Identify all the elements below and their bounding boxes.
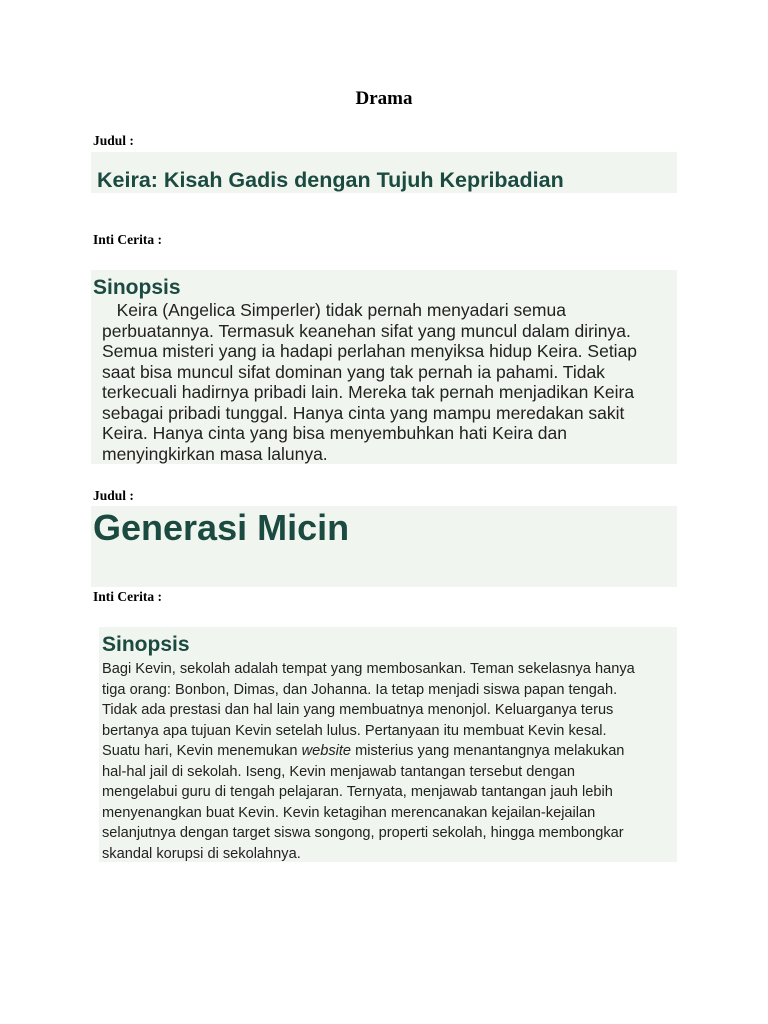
synopsis-2-line-4: bertanya apa tujuan Kevin setelah lulus. Pertanyaan itu membuat Kevin kesal. xyxy=(102,722,607,739)
synopsis-2-line-6: hal-hal jail di sekolah. Iseng, Kevin menjawab tantangan tersebut dengan xyxy=(102,763,575,780)
synopsis-1-line-5: terkecuali hadirnya pribadi lain. Mereka tak pernah menjadikan Keira xyxy=(102,382,635,402)
synopsis-1-line-1: Keira (Angelica Simperler) tidak pernah menyadari semua xyxy=(102,300,566,320)
drama-title-2: Generasi Micin xyxy=(93,507,350,548)
synopsis-2-line-3: Tidak ada prestasi dan hal lain yang membuatnya menonjol. Keluarganya terus xyxy=(102,702,614,718)
synopsis-text-2 xyxy=(102,659,672,864)
synopsis-1-line-4: saat bisa muncul sifat dominan yang tak pernah ia pahami. Tidak xyxy=(102,361,605,382)
synopsis-heading-1: Sinopsis xyxy=(93,276,181,299)
synopsis-1-line-3: Semua misteri yang ia hadapi perlahan menyiksa hidup Keira. Setiap xyxy=(102,341,638,361)
synopsis-2-line-1: Bagi Kevin, sekolah adalah tempat yang membosankan. Teman sekelasnya hanya xyxy=(102,661,635,677)
synopsis-2-line-9: selanjutnya dengan target siswa songong, properti sekolah, hingga membongkar xyxy=(102,825,624,841)
inti-cerita-label-1: Inti Cerita : xyxy=(93,232,162,247)
synopsis-2-line-5-rest: misterius yang menantangnya melakukan xyxy=(351,743,625,759)
synopsis-2-line-5-start: Suatu hari, Kevin menemukan xyxy=(102,743,302,759)
synopsis-text-1 xyxy=(102,300,672,464)
judul-label-2: Judul : xyxy=(93,488,134,503)
synopsis-2-line-2: tiga orang: Bonbon, Dimas, dan Johanna. Ia tetap menjadi siswa papan tengah. xyxy=(102,681,618,698)
synopsis-1-line-6: sebagai pribadi tunggal. Hanya cinta yang mampu meredakan sakit xyxy=(102,402,625,423)
drama-title-1: Keira: Kisah Gadis dengan Tujuh Kepribadian xyxy=(97,168,564,192)
synopsis-heading-2: Sinopsis xyxy=(102,633,190,656)
synopsis-2-line-5-italic: website xyxy=(301,743,352,759)
synopsis-2-line-8: menyenangkan buat Kevin. Kevin ketagihan merencanakan kejailan-kejailan xyxy=(102,804,596,821)
synopsis-1-line-8: menyingkirkan masa lalunya. xyxy=(102,443,328,464)
synopsis-2-line-10: skandal korupsi di sekolahnya. xyxy=(102,845,301,862)
judul-label-1: Judul : xyxy=(93,133,134,148)
synopsis-2-line-7: mengelabui guru di tengah pelajaran. Ternyata, menjawab tantangan jauh lebih xyxy=(102,784,613,800)
page-title: Drama xyxy=(355,88,413,109)
synopsis-1-line-7: Keira. Hanya cinta yang bisa menyembuhkan hati Keira dan xyxy=(102,423,567,443)
inti-cerita-label-2: Inti Cerita : xyxy=(93,589,162,604)
synopsis-1-line-2: perbuatannya. Termasuk keanehan sifat yang muncul dalam dirinya. xyxy=(102,320,631,341)
synopsis-2-line-5 xyxy=(102,741,672,762)
